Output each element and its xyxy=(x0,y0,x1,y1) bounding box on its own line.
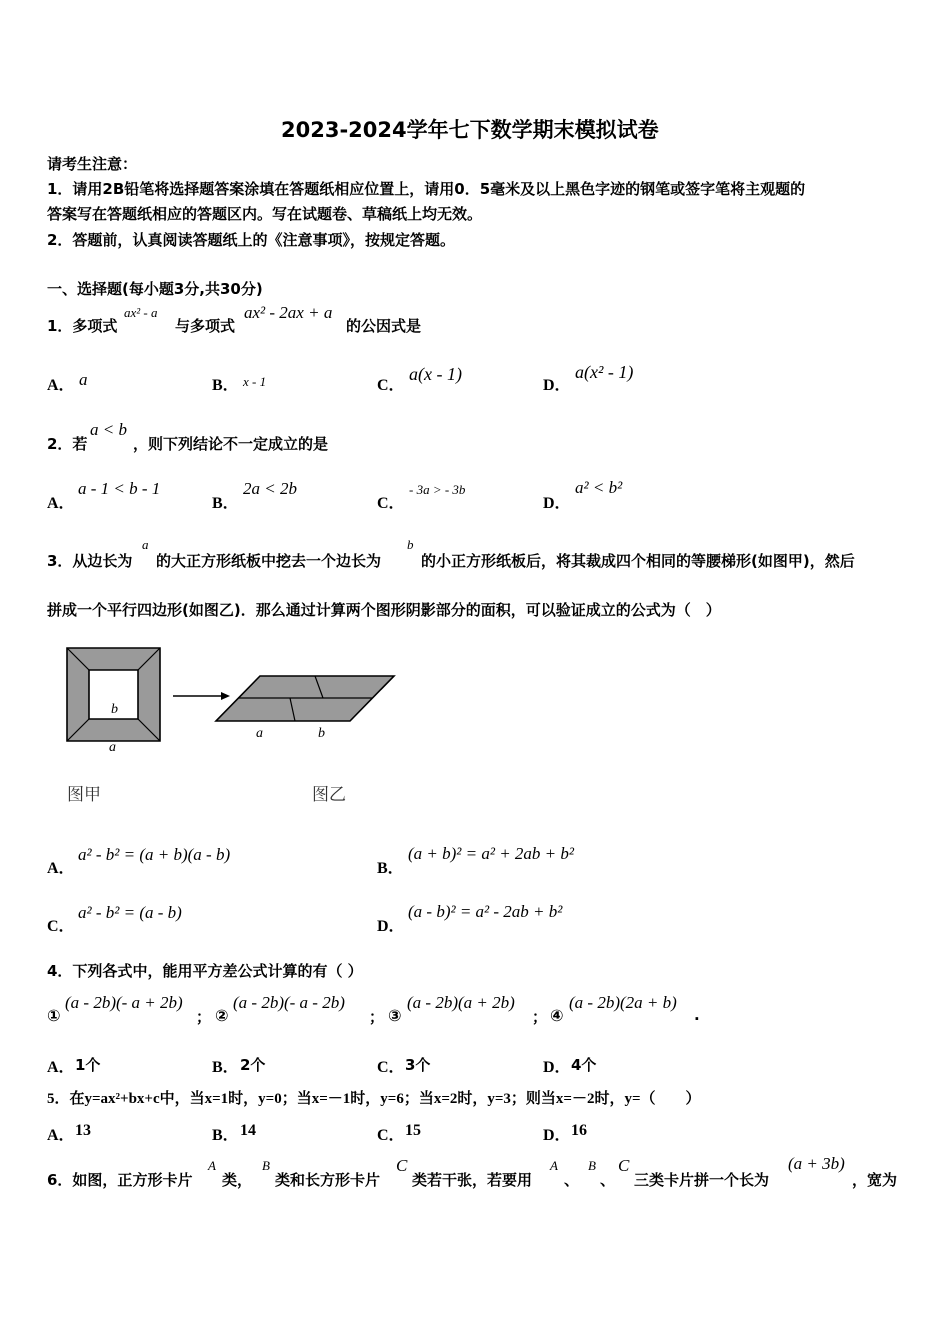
q3-text-3: 的小正方形纸板后，将其裁成四个相同的等腰梯形(如图甲)，然后 xyxy=(421,552,855,570)
q4-item-4: (a - 2b)(2a + b) xyxy=(569,993,677,1012)
q3-text-line-2: 拼成一个平行四边形(如图乙)．那么通过计算两个图形阴影部分的面积，可以验证成立的公式为（ ） xyxy=(47,601,721,619)
q4-item-3: (a - 2b)(a + 2b) xyxy=(407,993,515,1012)
q3-option-c-label: C． xyxy=(47,918,75,935)
notice-heading: 请考生注意： xyxy=(47,155,138,173)
q2-option-c: - 3a > - 3b xyxy=(409,482,466,497)
caption-yi: 图乙 xyxy=(312,785,346,805)
q6-text-5: 三类卡片拼一个长为 xyxy=(634,1171,770,1189)
q5-option-a: 13 xyxy=(75,1122,91,1139)
q1-option-c-label: C． xyxy=(377,377,405,394)
q1-text-2: 与多项式 xyxy=(175,317,236,335)
q4-option-b: 2个 xyxy=(240,1056,266,1074)
q1-text-1: 1．多项式 xyxy=(47,317,118,335)
q1-option-a-label: A． xyxy=(47,377,75,394)
q6-text-4: 类若干张，若要用 xyxy=(412,1171,533,1189)
q3-option-d: (a - b)² = a² - 2ab + b² xyxy=(408,902,563,921)
q2-option-b: 2a < 2b xyxy=(243,479,297,498)
q3-option-b: (a + b)² = a² + 2ab + b² xyxy=(408,844,574,863)
q5-option-b: 14 xyxy=(240,1122,256,1139)
q1-option-a: a xyxy=(79,370,88,389)
q3-option-b-label: B． xyxy=(377,860,404,877)
q2-option-b-label: B． xyxy=(212,495,239,512)
q2-option-d: a² < b² xyxy=(575,478,623,497)
q4-item-1-num: ① xyxy=(47,1006,61,1025)
notice-line-3: 2．答题前，认真阅读答题纸上的《注意事项》，按规定答题。 xyxy=(47,231,455,249)
q4-item-2-num: ② xyxy=(215,1006,229,1025)
q6-var-b: B xyxy=(262,1158,270,1173)
q4-item-2-sep: ； xyxy=(369,1008,385,1026)
q5-option-d-label: D． xyxy=(543,1127,571,1144)
q1-option-b: x - 1 xyxy=(243,374,267,389)
q3-option-d-label: D． xyxy=(377,918,405,935)
q5-option-c-label: C． xyxy=(377,1127,405,1144)
q3-var-a: a xyxy=(142,537,149,552)
q6-var-b2: B xyxy=(588,1158,596,1173)
q6-sep-1: 、 xyxy=(564,1171,580,1189)
section-heading: 一、选择题(每小题3分,共30分) xyxy=(47,280,263,298)
q5-stem: 5．在y=ax²+bx+c中，当x=1时，y=0；当x=－1时，y=6；当x=2时，y=3；则当x=－2时，y=（ ） xyxy=(47,1091,701,1107)
q6-var-a2: A xyxy=(550,1158,558,1173)
q4-item-2: (a - 2b)(- a - 2b) xyxy=(233,993,345,1012)
figure-jia xyxy=(67,648,160,805)
q3-figure xyxy=(55,640,405,810)
q4-option-c-label: C． xyxy=(377,1059,405,1076)
page-title: 2023-2024学年七下数学期末模拟试卷 xyxy=(281,118,659,142)
q1-expr-2: ax² - 2ax + a xyxy=(244,303,333,322)
yi-label-b: b xyxy=(318,726,325,741)
q4-option-c: 3个 xyxy=(405,1056,431,1074)
q2-option-c-label: C． xyxy=(377,495,405,512)
q3-option-a: a² - b² = (a + b)(a - b) xyxy=(78,845,231,864)
q5-option-d: 16 xyxy=(571,1122,587,1139)
notice-line-2: 答案写在答题纸相应的答题区内。写在试题卷、草稿纸上均无效。 xyxy=(47,205,483,223)
q4-option-a: 1个 xyxy=(75,1056,101,1074)
q4-item-4-sep: . xyxy=(694,1006,700,1024)
q4-option-b-label: B． xyxy=(212,1059,239,1076)
q6-text-1: 6．如图，正方形卡片 xyxy=(47,1171,193,1189)
q6-length: (a + 3b) xyxy=(788,1154,845,1173)
jia-label-b: b xyxy=(111,702,118,717)
q4-stem: 4．下列各式中，能用平方差公式计算的有（ ） xyxy=(47,962,363,980)
q6-var-a: A xyxy=(208,1158,216,1173)
q4-item-4-num: ④ xyxy=(550,1006,564,1025)
q4-item-1: (a - 2b)(- a + 2b) xyxy=(65,993,183,1012)
q2-option-a: a - 1 < b - 1 xyxy=(78,479,161,498)
q4-item-1-sep: ； xyxy=(196,1008,212,1026)
q5-option-c: 15 xyxy=(405,1122,421,1139)
q3-text-1: 3．从边长为 xyxy=(47,552,133,570)
caption-jia: 图甲 xyxy=(67,785,101,805)
arrow-icon xyxy=(173,692,230,700)
q5-option-a-label: A． xyxy=(47,1127,75,1144)
q1-option-c: a(x - 1) xyxy=(409,364,462,384)
q4-item-3-num: ③ xyxy=(388,1006,402,1025)
q4-option-a-label: A． xyxy=(47,1059,75,1076)
q2-option-d-label: D． xyxy=(543,495,571,512)
yi-label-a: a xyxy=(256,726,263,741)
q2-expr: a < b xyxy=(90,420,127,439)
q1-option-d-label: D． xyxy=(543,377,571,394)
q1-expr-1: ax² - a xyxy=(124,305,158,320)
q1-text-3: 的公因式是 xyxy=(346,317,422,335)
q2-text-1: 2．若 xyxy=(47,435,88,453)
q1-option-d: a(x² - 1) xyxy=(575,362,634,382)
jia-label-a: a xyxy=(109,740,116,755)
q6-var-c2: C xyxy=(618,1156,630,1175)
q2-option-a-label: A． xyxy=(47,495,75,512)
q5-option-b-label: B． xyxy=(212,1127,239,1144)
q3-option-a-label: A． xyxy=(47,860,75,877)
q4-option-d-label: D． xyxy=(543,1059,571,1076)
q6-text-6: ，宽为 xyxy=(852,1171,898,1189)
q3-var-b: b xyxy=(407,537,414,552)
notice-line-1: 1．请用2B铅笔将选择题答案涂填在答题纸相应位置上，请用0．5毫米及以上黑色字迹的钢笔或签字笔将主观题的 xyxy=(47,180,806,198)
q3-option-c: a² - b² = (a - b) xyxy=(78,903,182,922)
q1-option-b-label: B． xyxy=(212,377,239,394)
q4-option-d: 4个 xyxy=(571,1056,597,1074)
q4-item-3-sep: ； xyxy=(532,1008,548,1026)
q3-text-2: 的大正方形纸板中挖去一个边长为 xyxy=(156,552,382,570)
q6-var-c: C xyxy=(396,1156,408,1175)
q6-sep-2: 、 xyxy=(600,1171,616,1189)
q2-text-2: ，则下列结论不一定成立的是 xyxy=(133,435,329,453)
q6-text-3: 类和长方形卡片 xyxy=(275,1171,381,1189)
figure-yi xyxy=(216,676,394,805)
q6-text-2: 类， xyxy=(222,1171,253,1189)
